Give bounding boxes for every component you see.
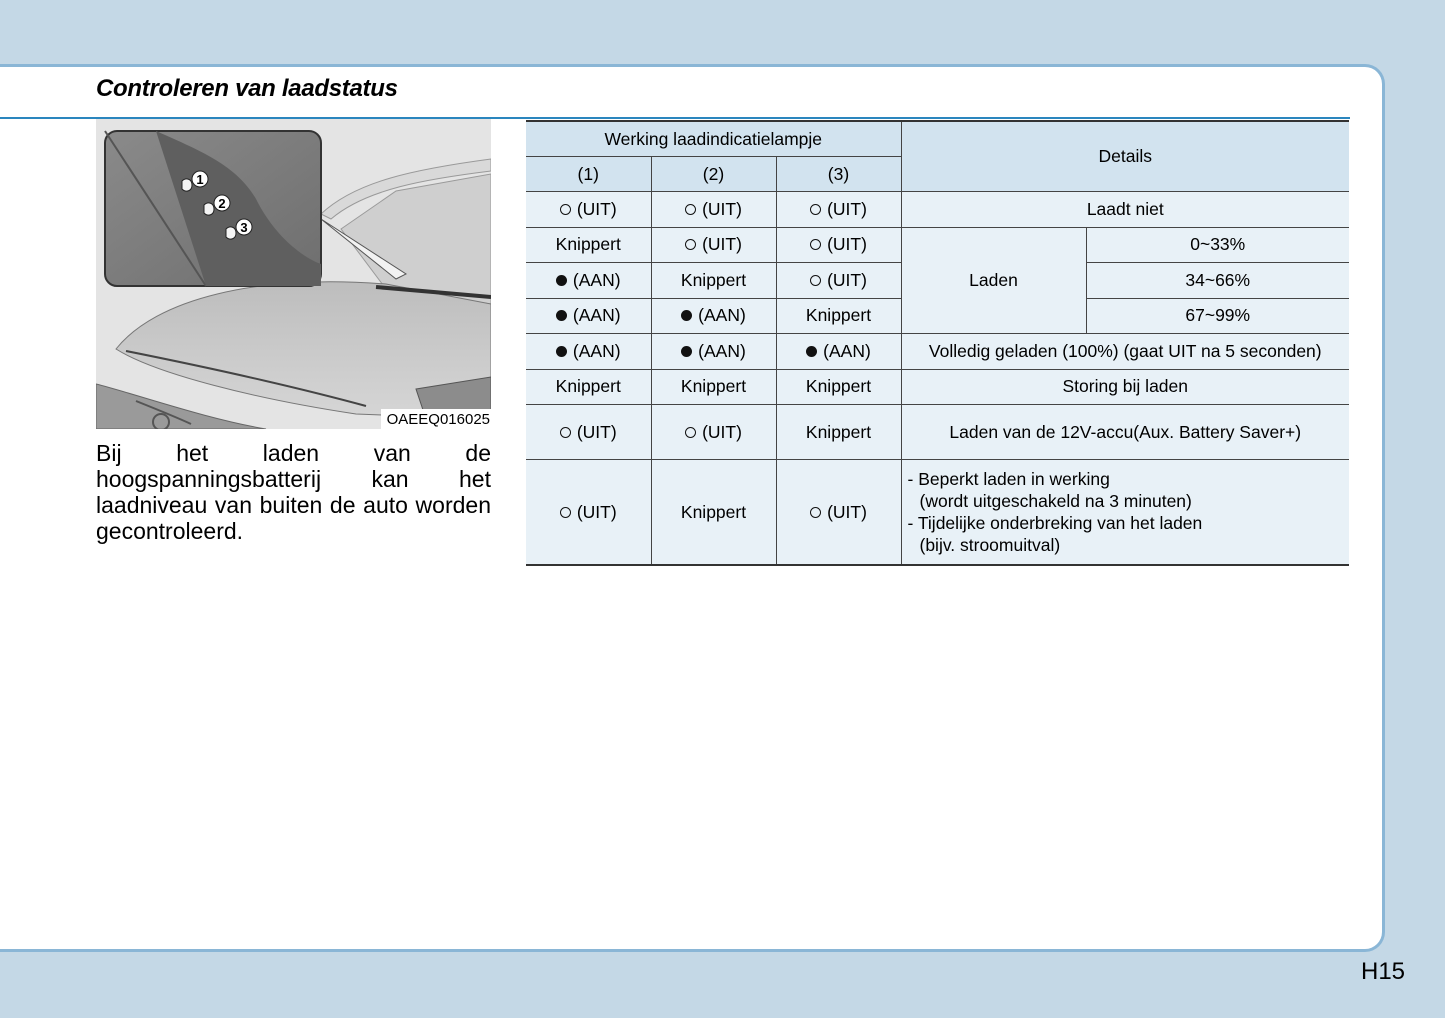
lamp-state: (AAN) — [698, 340, 746, 361]
lamp-state: (UIT) — [827, 269, 867, 290]
lamp-off-icon — [685, 204, 696, 215]
detail-charging: Laden — [901, 227, 1086, 334]
lamp-cell — [526, 192, 651, 228]
lamp-cell: Knippert — [776, 405, 901, 460]
lamp-on-icon — [806, 346, 817, 357]
car-drawing — [96, 119, 491, 429]
callout-2: 2 — [218, 196, 226, 211]
detail-level: 34~66% — [1086, 263, 1349, 299]
lamp-on-icon — [681, 310, 692, 321]
note-limited-detail: (wordt uitgeschakeld na 3 minuten) — [919, 491, 1192, 511]
table-header-row — [526, 121, 1349, 157]
table-row — [526, 227, 1349, 263]
table-row — [526, 192, 1349, 228]
section-title: Controleren van laadstatus — [96, 75, 398, 102]
lamp-cell — [651, 334, 776, 370]
lamp-on-icon — [556, 346, 567, 357]
table-row — [526, 369, 1349, 405]
header-col-3: (3) — [776, 157, 901, 192]
header-col-1: (1) — [526, 157, 651, 192]
lamp-off-icon — [685, 427, 696, 438]
lamp-off-icon — [810, 239, 821, 250]
callout-3: 3 — [240, 220, 248, 235]
lamp-state: (UIT) — [576, 501, 617, 522]
figure-code: OAEEQ016025 — [381, 409, 491, 429]
lamp-cell: Knippert — [651, 460, 776, 566]
lamp-state: (UIT) — [576, 421, 617, 442]
header-group: Werking laadindicatielampje — [526, 121, 901, 157]
lamp-cell — [526, 460, 651, 566]
charge-status-table — [526, 120, 1349, 566]
note-limited: - Beperkt laden in werking — [907, 469, 1110, 489]
table-row — [526, 405, 1349, 460]
car-illustration — [96, 119, 491, 429]
lamp-cell: Knippert — [776, 369, 901, 405]
lamp-off-icon — [560, 204, 571, 215]
lamp-off-icon — [810, 507, 821, 518]
detail-level: 67~99% — [1086, 298, 1349, 334]
lamp-cell: Knippert — [776, 298, 901, 334]
lamp-cell — [526, 405, 651, 460]
lamp-on-icon — [556, 275, 567, 286]
lamp-cell: Knippert — [651, 263, 776, 299]
lamp-cell: Knippert — [526, 369, 651, 405]
lamp-off-icon — [560, 427, 571, 438]
intro-paragraph: Bij het laden van de hoogspanningsbatterij kan het laadniveau van buiten de auto worden gecontroleerd. — [96, 440, 491, 544]
lamp-cell — [651, 405, 776, 460]
lamp-state: (AAN) — [572, 305, 621, 326]
detail-aux: Laden van de 12V-accu(Aux. Battery Saver+) — [901, 405, 1349, 460]
detail-level: 0~33% — [1086, 227, 1349, 263]
lamp-state: (AAN) — [823, 340, 871, 361]
lamp-state: (UIT) — [702, 198, 742, 219]
lamp-cell: Knippert — [526, 227, 651, 263]
lamp-cell — [776, 460, 901, 566]
lamp-state: (UIT) — [702, 421, 742, 442]
header-details: Details — [901, 121, 1349, 192]
lamp-off-icon — [685, 239, 696, 250]
lamp-cell — [651, 192, 776, 228]
lamp-off-icon — [810, 204, 821, 215]
lamp-state: (UIT) — [827, 501, 867, 522]
lamp-on-icon — [681, 346, 692, 357]
lamp-state: (AAN) — [572, 340, 621, 361]
detail-fault: Storing bij laden — [901, 369, 1349, 405]
note-interrupt: - Tijdelijke onderbreking van het laden — [907, 513, 1203, 533]
lamp-on-icon — [556, 310, 567, 321]
lamp-cell: Knippert — [651, 369, 776, 405]
lamp-cell — [776, 227, 901, 263]
lamp-cell — [526, 334, 651, 370]
lamp-cell — [651, 298, 776, 334]
detail-full: Volledig geladen (100%) (gaat UIT na 5 seconden) — [901, 334, 1349, 370]
lamp-off-icon — [810, 275, 821, 286]
lamp-off-icon — [560, 507, 571, 518]
lamp-state: (UIT) — [576, 198, 617, 219]
detail-not-charging: Laadt niet — [901, 192, 1349, 228]
lamp-cell — [776, 263, 901, 299]
lamp-cell — [526, 298, 651, 334]
lamp-state: (AAN) — [572, 269, 621, 290]
lamp-cell — [651, 227, 776, 263]
callout-1: 1 — [196, 172, 204, 187]
lamp-state: (UIT) — [827, 234, 867, 255]
lamp-cell — [776, 334, 901, 370]
note-interrupt-detail: (bijv. stroomuitval) — [919, 535, 1061, 555]
table-row — [526, 334, 1349, 370]
header-col-2: (2) — [651, 157, 776, 192]
lamp-state: (UIT) — [702, 234, 742, 255]
detail-notes — [901, 460, 1349, 566]
lamp-state: (AAN) — [698, 305, 746, 326]
table-row — [526, 460, 1349, 566]
lamp-cell — [526, 263, 651, 299]
page-number: H15 — [1361, 958, 1406, 985]
lamp-state: (UIT) — [827, 198, 867, 219]
lamp-cell — [776, 192, 901, 228]
